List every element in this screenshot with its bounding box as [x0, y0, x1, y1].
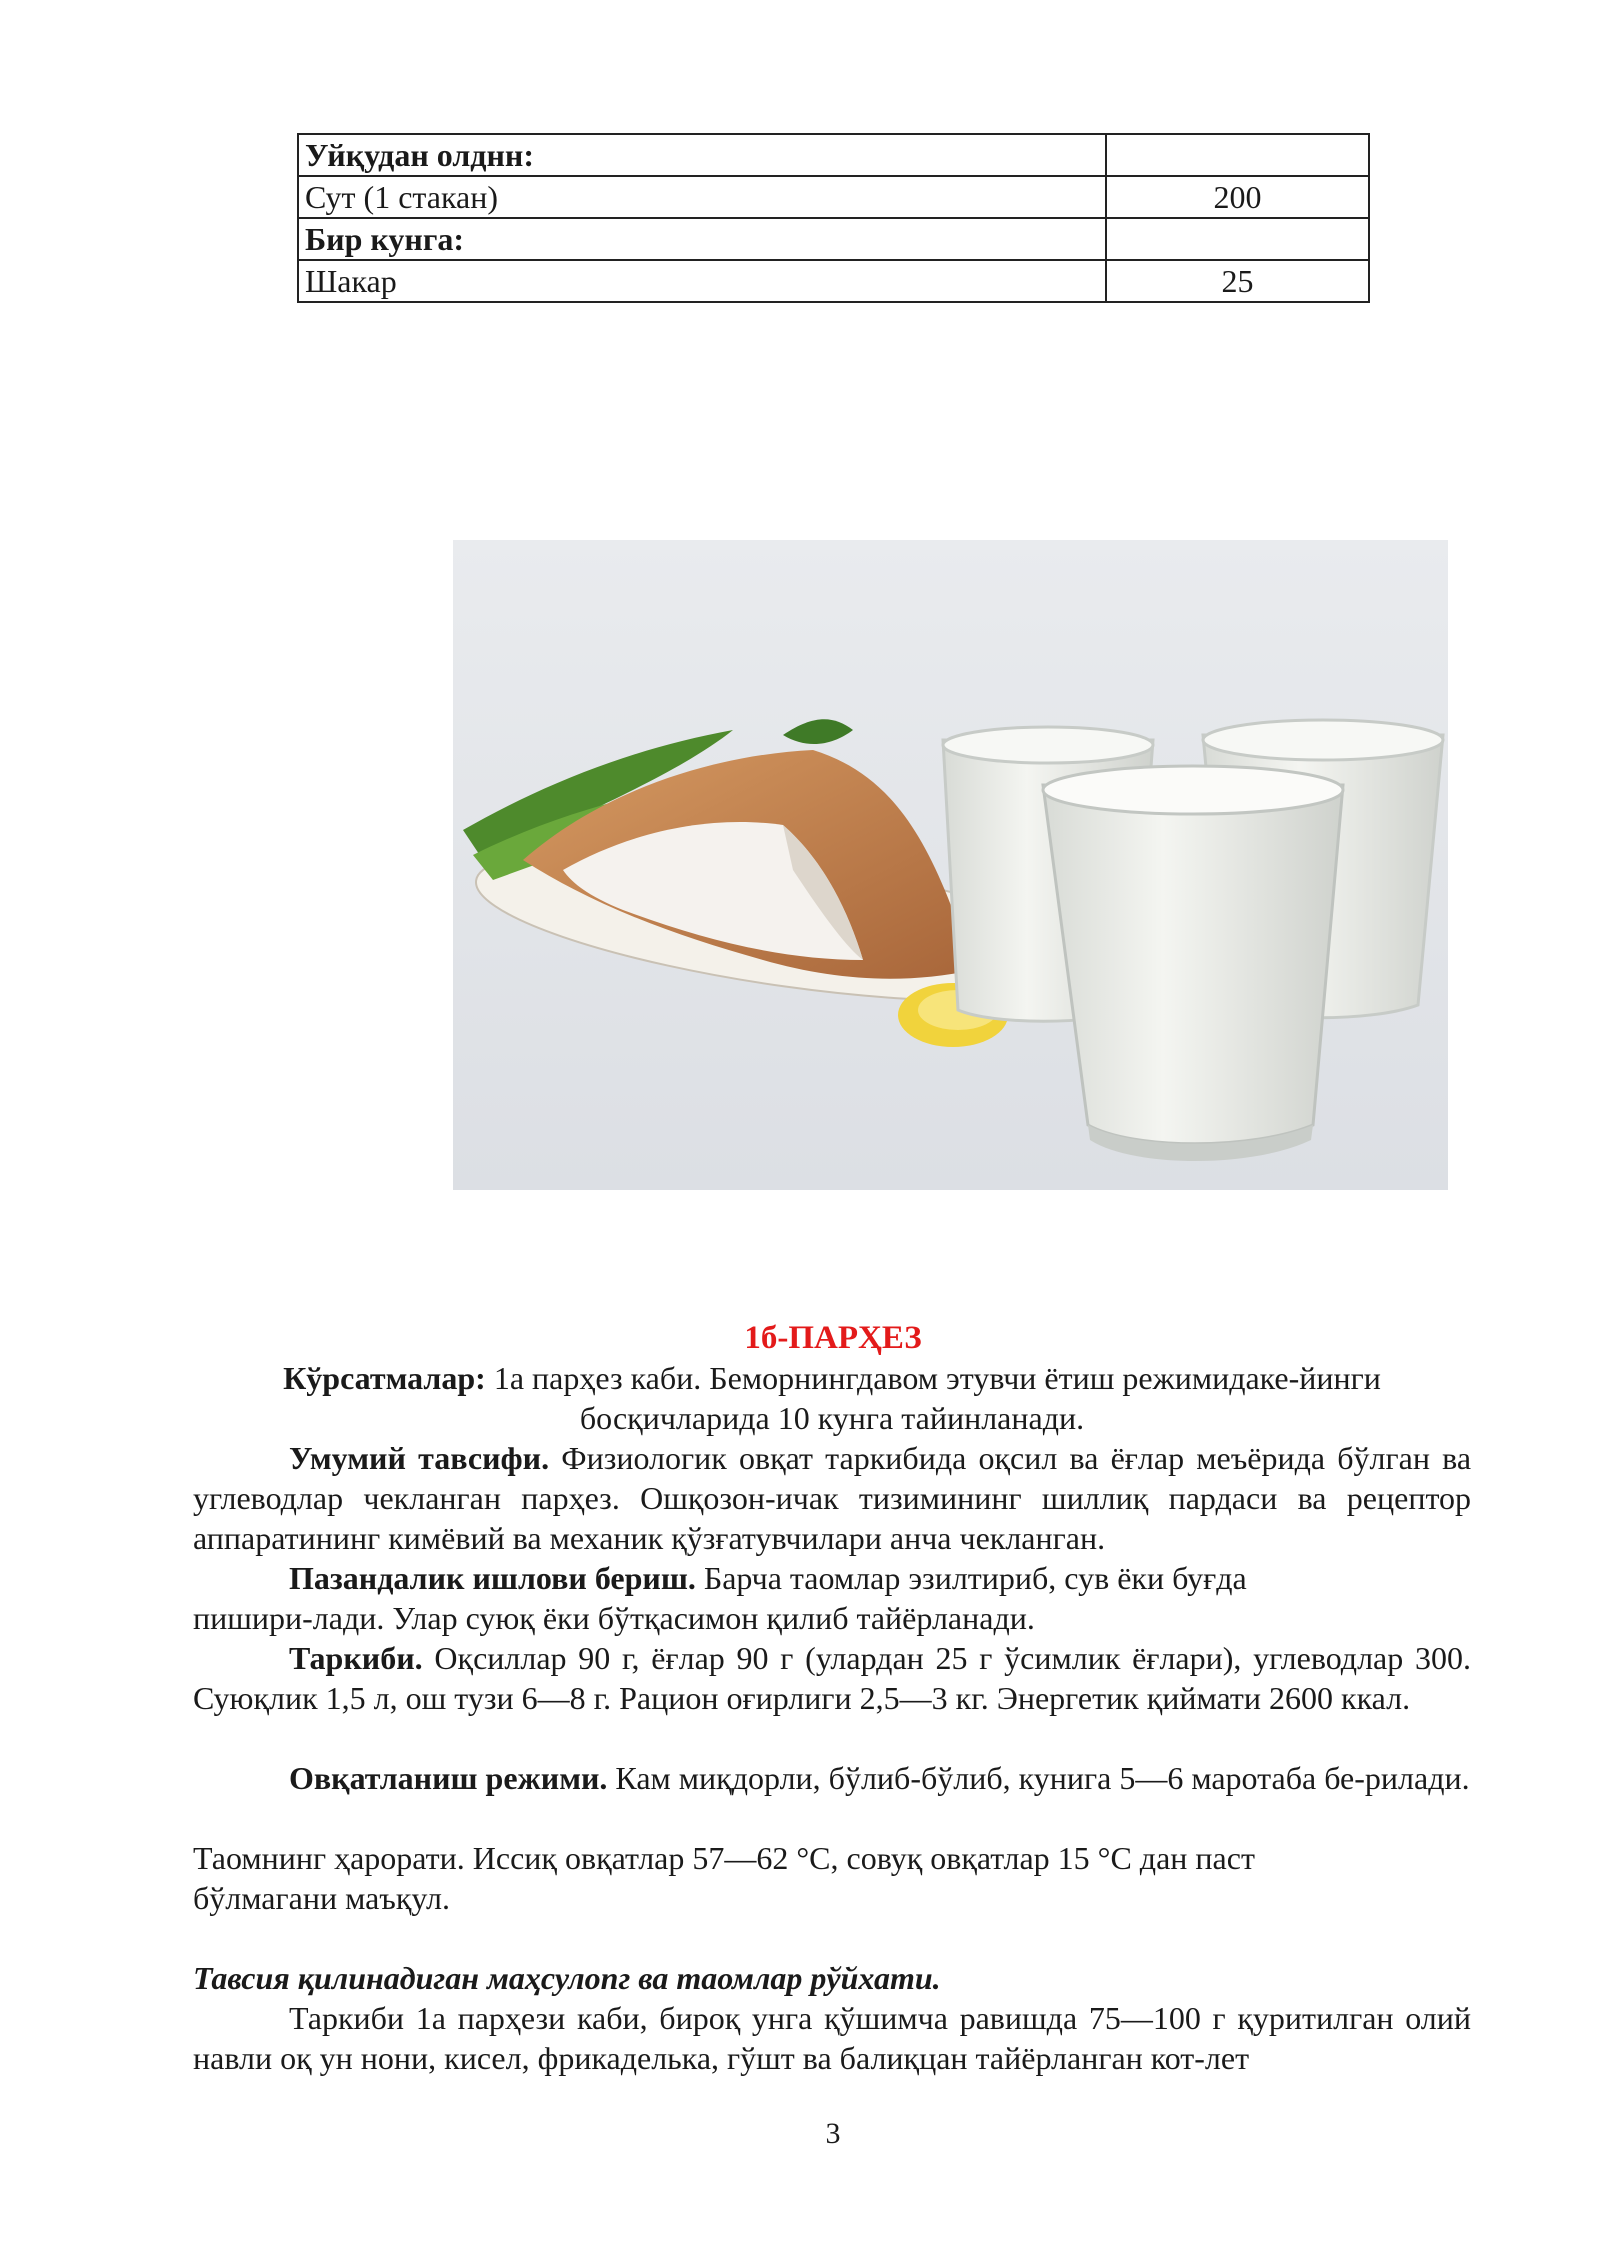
- table-cell-label: Шакар: [298, 260, 1106, 302]
- paragraph-text: Таомнинг ҳарорати. Иссиқ овқатлар 57—62 °С, совуқ овқатлар 15 °С дан паст: [193, 1840, 1255, 1876]
- paragraph-label: Кўрсатмалар:: [283, 1360, 486, 1396]
- paragraph-label: Умумий тавсифи.: [289, 1440, 550, 1476]
- paragraph-products: [193, 1998, 1471, 2078]
- table-row: [298, 218, 1369, 260]
- paragraph-temperature: [193, 1838, 1471, 1918]
- table-row: [298, 176, 1369, 218]
- paragraph-eating-regime: [193, 1758, 1471, 1798]
- paragraph-indications: [193, 1358, 1471, 1438]
- paragraph-text: Таркиби 1а парҳези каби, бироқ унга қўшимча равишда 75—100 г қуритилган олий навли оқ ун нони, кисел, фрикаделька, гўшт ва балиқцан тайёрланган кот-лет: [193, 2000, 1471, 2076]
- table-row: [298, 134, 1369, 176]
- paragraph-cooking: [193, 1558, 1471, 1598]
- table-cell-label: Сут (1 стакан): [298, 176, 1106, 218]
- table-cell-label: Бир кунга:: [298, 218, 1106, 260]
- paragraph-general-description: [193, 1438, 1471, 1558]
- table-cell-value: 25: [1106, 260, 1369, 302]
- table-cell-value: 200: [1106, 176, 1369, 218]
- paragraph-text: Физиологик овқат таркибида оқсил ва ёғлар меъёрида бўлган ва углеводлар чекланган парҳез. Ошқозон-ичак тизимининг шиллиқ пардаси ва рецептор аппаратининг кимёвий ва механик қўзғатувчилари анча чекланган.: [193, 1440, 1472, 1556]
- paragraph-cooking-continued: пишири-лади. Улар суюқ ёки бўтқасимон қилиб тайёрланади.: [193, 1600, 1035, 1636]
- paragraph-label: Пазандалик ишлови бериш.: [289, 1560, 696, 1596]
- paragraph-text: Оқсиллар 90 г, ёғлар 90 г (улардан 25 г ўсимлик ёғлари), углеводлар 300. Суюқлик 1,5 л, ош тузи 6—8 г. Рацион оғирлиги 2,5—3 кг. Энергетик қиймати 2600 ккал.: [193, 1640, 1471, 1716]
- paragraph-composition: [193, 1638, 1471, 1718]
- paragraph-text: босқичларида 10 кунга тайинланади.: [579, 1400, 1085, 1436]
- table-cell-value: [1106, 218, 1369, 260]
- table-cell-label: Уйқудан олднн:: [298, 134, 1106, 176]
- paragraph-label: Овқатланиш режими.: [289, 1760, 608, 1796]
- diet-table: [297, 133, 1370, 303]
- food-photo: [453, 540, 1448, 1190]
- paragraph-text: Кам миқдорли, бўлиб-бўлиб, кунига 5—6 маротаба бе-рилади.: [615, 1760, 1470, 1796]
- paragraph-text: бўлмагани маъқул.: [193, 1880, 450, 1916]
- section-heading: Тавсия қилинадиган маҳсулопг ва таомлар рўйхати.: [193, 1960, 941, 1996]
- diet-title: 1б-ПАРҲЕЗ: [744, 1320, 922, 1356]
- paragraph-label: Таркиби.: [289, 1640, 423, 1676]
- paragraph-text: Барча таомлар эзилтириб, сув ёки буғда: [703, 1560, 1247, 1596]
- paragraph-text: 1а парҳез каби. Беморнингдавом этувчи ётиш режимидаке-йинги: [493, 1360, 1381, 1396]
- page-number: 3: [825, 2117, 841, 2150]
- table-row: [298, 260, 1369, 302]
- table-cell-value: [1106, 134, 1369, 176]
